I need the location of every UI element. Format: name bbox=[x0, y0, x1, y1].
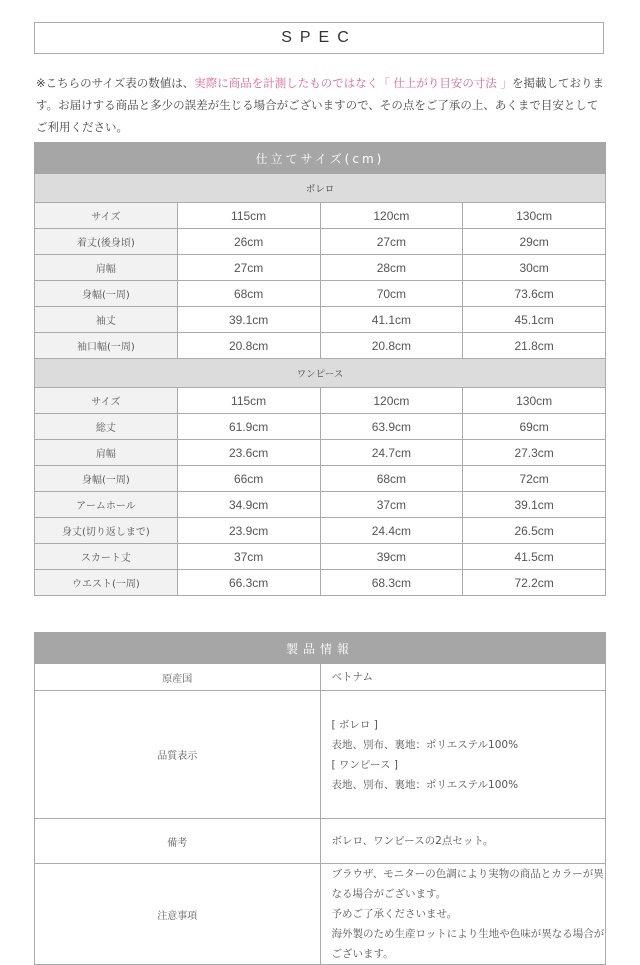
cell: 20.8cm bbox=[177, 333, 320, 359]
table-row bbox=[35, 466, 606, 492]
table-row bbox=[35, 333, 606, 359]
content-line: ブラウザ、モニターの色調により実物の商品とカラーが異なる場合がございます。 bbox=[331, 868, 604, 900]
row-label: 肩幅 bbox=[35, 440, 178, 466]
cell: 23.6cm bbox=[177, 440, 320, 466]
cell: 26cm bbox=[177, 229, 320, 255]
cell: 72.2cm bbox=[463, 570, 606, 596]
row-label: 肩幅 bbox=[35, 255, 178, 281]
product-info-title: 製品情報 bbox=[35, 633, 606, 664]
size-notice bbox=[36, 72, 606, 138]
table-row bbox=[35, 203, 606, 229]
cell: 23.9cm bbox=[177, 518, 320, 544]
cell: 70cm bbox=[320, 281, 463, 307]
cell: 63.9cm bbox=[320, 414, 463, 440]
cell: 73.6cm bbox=[463, 281, 606, 307]
row-label: 品質表示 bbox=[35, 691, 321, 819]
cell: 28cm bbox=[320, 255, 463, 281]
content-line: 表地、別布、裏地：ポリエステル100% bbox=[331, 778, 519, 791]
cell: 27.3cm bbox=[463, 440, 606, 466]
size-table-title: 仕立てサイズ(cm) bbox=[35, 143, 606, 174]
cell: 29cm bbox=[463, 229, 606, 255]
cell: 120cm bbox=[320, 388, 463, 414]
cell: 20.8cm bbox=[320, 333, 463, 359]
content-line: [ ボレロ ] bbox=[331, 718, 378, 731]
table-row bbox=[35, 229, 606, 255]
cell: 27cm bbox=[177, 255, 320, 281]
row-label: 袖丈 bbox=[35, 307, 178, 333]
notice-prefix: ※こちらのサイズ表の数値は、 bbox=[36, 76, 195, 90]
cell: 130cm bbox=[463, 388, 606, 414]
cell: 115cm bbox=[177, 203, 320, 229]
size-table bbox=[34, 142, 606, 596]
row-label: アームホール bbox=[35, 492, 178, 518]
notice-suffix: を掲載しております。お届けする商品と多少の誤差が生じる場合がございますので、その点をご了承の上、あくまで目安としてご利用ください。 bbox=[36, 76, 605, 134]
cell: 37cm bbox=[177, 544, 320, 570]
table-row bbox=[35, 518, 606, 544]
row-label: 総丈 bbox=[35, 414, 178, 440]
cell: 68.3cm bbox=[320, 570, 463, 596]
content-line: [ ワンピース ] bbox=[331, 758, 398, 771]
content-line: ベトナム bbox=[331, 671, 373, 683]
row-label: 身幅(一周) bbox=[35, 466, 178, 492]
cell: 26.5cm bbox=[463, 518, 606, 544]
row-content bbox=[320, 819, 606, 864]
content-line: 表地、別布、裏地：ポリエステル100% bbox=[331, 738, 519, 751]
cell: 66.3cm bbox=[177, 570, 320, 596]
cell: 130cm bbox=[463, 203, 606, 229]
row-content bbox=[320, 864, 606, 965]
product-info-table bbox=[34, 632, 606, 965]
row-content bbox=[320, 664, 606, 691]
info-row-caution bbox=[35, 864, 606, 965]
cell: 30cm bbox=[463, 255, 606, 281]
cell: 72cm bbox=[463, 466, 606, 492]
row-label: 原産国 bbox=[35, 664, 321, 691]
content-line: ボレロ、ワンピースの2点セット。 bbox=[331, 835, 494, 847]
row-label: 備考 bbox=[35, 819, 321, 864]
info-row-quality bbox=[35, 691, 606, 819]
cell: 45.1cm bbox=[463, 307, 606, 333]
cell: 34.9cm bbox=[177, 492, 320, 518]
cell: 24.7cm bbox=[320, 440, 463, 466]
section-one-piece: ワンピース bbox=[35, 359, 606, 388]
table-row bbox=[35, 414, 606, 440]
row-label: サイズ bbox=[35, 388, 178, 414]
row-label: 着丈(後身頃) bbox=[35, 229, 178, 255]
row-label: 身丈(切り返しまで) bbox=[35, 518, 178, 544]
content-line: 予めご了承くださいませ。 bbox=[331, 908, 458, 920]
row-label: ウエスト(一周) bbox=[35, 570, 178, 596]
info-row-origin bbox=[35, 664, 606, 691]
table-row bbox=[35, 255, 606, 281]
cell: 115cm bbox=[177, 388, 320, 414]
cell: 24.4cm bbox=[320, 518, 463, 544]
cell: 41.5cm bbox=[463, 544, 606, 570]
content-line: 海外製のため生産ロットにより生地や色味が異なる場合がございます。 bbox=[331, 928, 605, 960]
cell: 39.1cm bbox=[177, 307, 320, 333]
table-row bbox=[35, 281, 606, 307]
table-row bbox=[35, 388, 606, 414]
row-content bbox=[320, 691, 606, 819]
cell: 27cm bbox=[320, 229, 463, 255]
row-label: スカート丈 bbox=[35, 544, 178, 570]
table-row bbox=[35, 440, 606, 466]
table-row bbox=[35, 307, 606, 333]
cell: 61.9cm bbox=[177, 414, 320, 440]
table-row bbox=[35, 570, 606, 596]
cell: 41.1cm bbox=[320, 307, 463, 333]
info-row-remarks bbox=[35, 819, 606, 864]
table-row bbox=[35, 492, 606, 518]
cell: 21.8cm bbox=[463, 333, 606, 359]
row-label: 身幅(一周) bbox=[35, 281, 178, 307]
row-label: 袖口幅(一周) bbox=[35, 333, 178, 359]
cell: 39cm bbox=[320, 544, 463, 570]
spec-heading: SPEC bbox=[34, 22, 604, 54]
cell: 37cm bbox=[320, 492, 463, 518]
cell: 66cm bbox=[177, 466, 320, 492]
cell: 68cm bbox=[320, 466, 463, 492]
table-row bbox=[35, 544, 606, 570]
cell: 120cm bbox=[320, 203, 463, 229]
cell: 68cm bbox=[177, 281, 320, 307]
cell: 69cm bbox=[463, 414, 606, 440]
section-bolero: ボレロ bbox=[35, 174, 606, 203]
row-label: 注意事項 bbox=[35, 864, 321, 965]
row-label: サイズ bbox=[35, 203, 178, 229]
notice-highlight: 実際に商品を計測したものではなく「 仕上がり目安の寸法 」 bbox=[194, 76, 513, 90]
cell: 39.1cm bbox=[463, 492, 606, 518]
